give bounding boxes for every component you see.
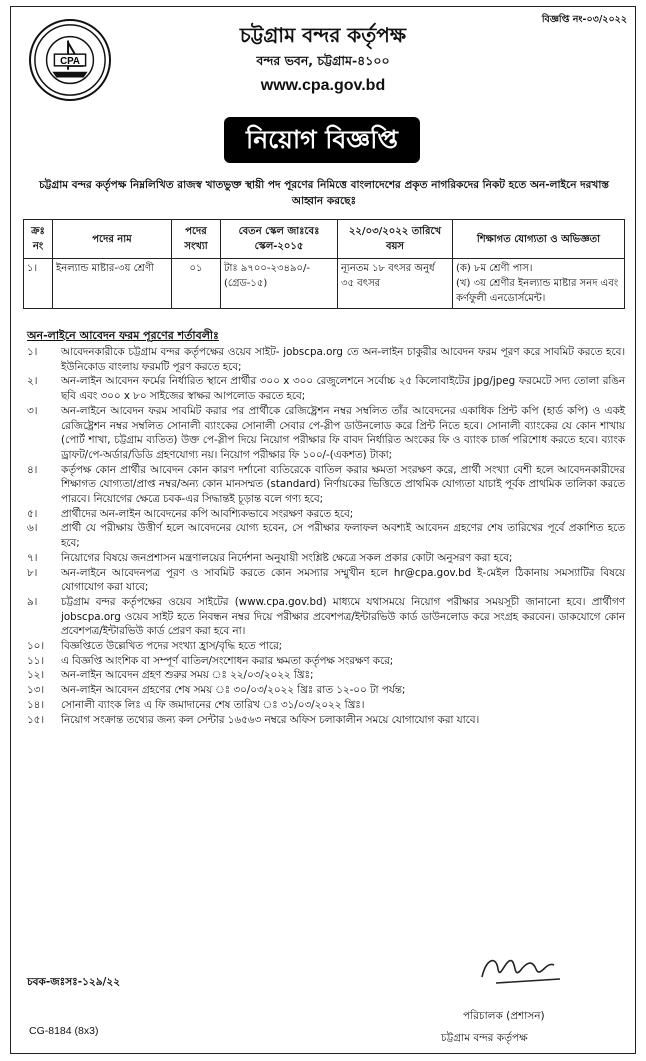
col-scale: বেতন স্কেল জাঃবেঃ স্কেল-২০১৫ — [221, 220, 338, 259]
intro-text: চট্টগ্রাম বন্দর কর্তৃপক্ষ নিম্নলিখিত রাজস্ব খাতভুক্ত স্থায়ী পদ পূরণের নিমিত্তে বাংলাদেশের প্রকৃত নাগরিকদের নিকট হতে অন-লাইনে দরখাস্ত আহ্বান করছেঃ — [39, 179, 609, 207]
condition-number: ৮। — [27, 566, 38, 579]
list-item — [23, 698, 625, 713]
signatory-designation: পরিচালক (প্রশাসন) — [463, 1010, 545, 1022]
condition-number: ৭। — [27, 551, 38, 564]
list-item — [23, 683, 625, 698]
list-item — [23, 654, 625, 669]
condition-number: ১২। — [27, 669, 45, 682]
list-item — [23, 521, 625, 550]
cell-post: ইনল্যান্ড মাষ্টার-৩য় শ্রেণী — [53, 259, 172, 309]
website: www.cpa.gov.bd — [260, 77, 386, 94]
condition-number: ১৩। — [27, 684, 45, 697]
condition-text: সোনালী ব্যাংক লিঃ এ ফি জমাদানের শেষ তারিখ ঃ ৩১/০৩/২০২২ খ্রিঃ। — [61, 698, 365, 711]
list-item — [23, 463, 625, 507]
col-age: ২২/০৩/২০২২ তারিখে বয়স — [338, 220, 453, 259]
list-item — [23, 639, 625, 654]
notice-banner: নিয়োগ বিজ্ঞপ্তি — [224, 117, 420, 163]
condition-number: ৫। — [27, 507, 38, 520]
conditions-list — [23, 345, 625, 727]
condition-number: ২। — [27, 375, 38, 388]
post-table — [23, 219, 625, 309]
list-item — [23, 345, 625, 374]
condition-text: চট্টগ্রাম বন্দর কর্তৃপক্ষের ওয়েব সাইটের (www.cpa.gov.bd) মাধ্যমে যথাসময়ে নিয়োগ পরীক্ষার সময়সূচী জানানো হবে। প্রার্থীগণ jobscpa.org ওয়েব সাইট হতে নিবন্ধন নম্বর দিয়ে পরীক্ষার প্রবেশপত্র/ইন্টারভিউ কার্ড ডাউনলোড করে সংগ্রহ করবেন। ডাকযোগে কোন প্রবেশপত্র/ইন্টারভিউ কার্ড প্রেরণ করা হবে না। — [61, 595, 625, 638]
col-count: পদের সংখ্যা — [172, 220, 221, 259]
condition-text: কর্তৃপক্ষ কোন প্রার্থীর আবেদন কোন কারণ দর্শানো ব্যতিরেকে বাতিল করার ক্ষমতা সংরক্ষণ করে, প্রার্থী সংখ্যা বেশী হলে আবেদনকারীদের শিক্ষাগত যোগ্যতা/প্রাপ্ত নম্বর/অন্য কোন মানসম্মত (standard) নির্ণায়কের ভিত্তিতে প্রাথমিক যোগ্যতা যাচাই পূর্বক প্রাথমিক তালিকা করতে পারবে। নিয়োগের ক্ষেত্রে চবক-এর সিদ্ধান্তই চূড়ান্ত বলে গণ্য হবে; — [61, 463, 625, 506]
list-item — [23, 566, 625, 595]
reference-number: চবক-জঃসঃ-১২৯/২২ — [27, 976, 121, 988]
condition-text: আবেদনকারীকে চট্টগ্রাম বন্দর কর্তৃপক্ষের ওয়েব সাইট- jobscpa.org তে অন-লাইন চাকুরীর আবেদন ফরম পূরণ করে সাবমিট করতে হবে। ইউনিকোড বাংলায় ফরমটি পূরণ করতে হবে; — [61, 346, 625, 373]
org-name: চট্টগ্রাম বন্দর কর্তৃপক্ষ — [239, 23, 407, 47]
qualification-b: (খ) ৩য় শ্রেণীর ইনল্যান্ড মাষ্টার সনদ এবং কর্ণফুলী এনডোর্সমেন্ট। — [456, 278, 619, 304]
condition-text: প্রার্থী যে পরীক্ষায় উত্তীর্ণ হলে আবেদনের যোগ্য হবেন, সে পরীক্ষার ফলাফল অবশ্যই আবেদন গ্রহণের শেষ তারিখের পূর্বে প্রকাশিত হতে হবে; — [61, 522, 625, 550]
condition-number: ১৪। — [27, 698, 45, 711]
cell-scale: টাঃ ৯৭০০-২৩৪৯০/-(গ্রেড-১৫) — [221, 259, 338, 309]
condition-number: ৪। — [27, 463, 38, 476]
condition-text: অন-লাইন আবেদন গ্রহণ শুরুর সময় ঃ ২২/০৩/২০২২ খ্রিঃ; — [61, 669, 314, 682]
notice-number: বিজ্ঞপ্তি নং-০৩/২০২২ — [541, 14, 627, 25]
list-item — [23, 374, 625, 403]
signatory-org: চট্টগ্রাম বন্দর কর্তৃপক্ষ — [441, 1032, 528, 1044]
condition-number: ১৫। — [27, 713, 45, 726]
list-item — [23, 507, 625, 522]
condition-text: অন-লাইন আবেদন ফর্মের নির্ধারিত স্থানে প্রার্থীর ৩০০ x ৩০০ রেজুলেশনে সর্বোচ্চ ২৫ কিলোবাইটের jpg/jpeg ফরমেটে সদ্য তোলা রঙিন ছবি এবং ৩০০ x ৮০ সাইজের স্বাক্ষর আপলোড করতে হবে; — [61, 375, 625, 403]
list-item — [23, 404, 625, 463]
condition-text: এ বিজ্ঞপ্তি আংশিক বা সম্পূর্ণ বাতিল/সংশোধন করার ক্ষমতা কর্তৃপক্ষ সংরক্ষণ করে; — [61, 654, 394, 667]
cell-age: ন্যূনতম ১৮ বৎসর অনুর্ধ ৩৫ বৎসর — [338, 259, 453, 309]
condition-number: ৩। — [27, 404, 38, 417]
list-item — [23, 713, 625, 728]
col-post: পদের নাম — [53, 220, 172, 259]
condition-text: অন-লাইন আবেদন গ্রহণের শেষ সময় ঃ ৩০/০৩/২০২২ খ্রিঃ রাত ১২-০০ টা পর্যন্ত; — [61, 684, 406, 697]
qualification-a: (ক) ৮ম শ্রেণী পাস। — [456, 263, 533, 274]
list-item — [23, 668, 625, 683]
condition-number: ৯। — [27, 595, 38, 608]
table-header-row — [24, 220, 625, 259]
condition-text: বিজ্ঞপ্তিতে উল্লেখিত পদের সংখ্যা হ্রাস/বৃদ্ধি হতে পারে; — [61, 640, 283, 653]
cell-count: ০১ — [172, 259, 221, 309]
col-qualification: শিক্ষাগত যোগ্যতা ও অভিজ্ঞতা — [453, 220, 625, 259]
condition-number: ১০। — [27, 640, 45, 653]
table-row — [24, 259, 625, 309]
condition-number: ১১। — [27, 654, 45, 667]
list-item — [23, 551, 625, 566]
address: বন্দর ভবন, চট্টগ্রাম-৪১০০ — [256, 53, 390, 68]
condition-text: নিয়োগের বিষয়ে জনপ্রশাসন মন্ত্রণালয়ের নির্দেশনা অনুযায়ী সংশ্লিষ্ট ক্ষেত্রে সকল প্রকার কোটা অনুসরণ করা হবে; — [61, 551, 513, 564]
cell-qualification — [453, 259, 625, 309]
condition-text: অন-লাইনে আবেদনপত্র পূরণ ও সাবমিট করতে কোন সমস্যার সম্মুখীন হলে hr@cpa.gov.bd ই-মেইল ঠিকানায় সমস্যাটির বিষয়ে যোগাযোগ করা যাবে; — [61, 566, 625, 594]
list-item — [23, 595, 625, 639]
cg-code: CG-8184 (8x3) — [29, 1025, 99, 1037]
condition-text: অন-লাইনে আবেদন ফরম সাবমিট করার পর প্রার্থীকে রেজিষ্ট্রেশন নম্বর সম্বলিত তাঁর আবেদনের একাধিক প্রিন্ট কপি (হার্ড কপি) ও একই রেজিষ্ট্রেশন নম্বর সম্বলিত সোনালী ব্যাংকের সোনালী সেবার পে-স্লীপ ডাউনলোড করে প্রিন্ট নিতে হবে। সোনালী ব্যাংকের যে কোন শাখায় (পোর্ট শাখা, চট্টগ্রাম ব্যতিত) উক্ত পে-স্লীপ দিয়ে নিয়োগ পরীক্ষার ফি বাবদ নির্ধারিত অংকের ফি ও ব্যাংক চার্জ পরিশোধ করতে হবে। ব্যাংক ড্রাফট/পে-অর্ডার/ডিডি গ্রহণযোগ্য নয়। নিয়োগ পরীক্ষার ফি ১০০/-(একশত) টাকা; — [61, 404, 625, 461]
condition-text: নিয়োগ সংক্রান্ত তথ্যের জন্য কল সেন্টার ১৬৫৬৩ নম্বরে অফিস চলাকালীন সময়ে যোগাযোগ করা যাবে। — [61, 713, 480, 726]
notice-page — [10, 6, 636, 1054]
svg-text:CPA: CPA — [60, 55, 80, 67]
condition-number: ৬। — [27, 522, 38, 535]
condition-number: ১। — [27, 346, 38, 358]
cell-sl: ১। — [24, 259, 53, 309]
col-sl: ক্রঃ নং — [24, 220, 53, 259]
condition-text: প্রার্থীদের অন-লাইন আবেদনের কপি আবশ্যিকভাবে সংরক্ষণ করতে হবে; — [61, 507, 354, 520]
signature-icon — [476, 947, 566, 989]
conditions-title: অন-লাইনে আবেদন ফরম পূরণের শর্তাবলীঃ — [27, 329, 219, 342]
